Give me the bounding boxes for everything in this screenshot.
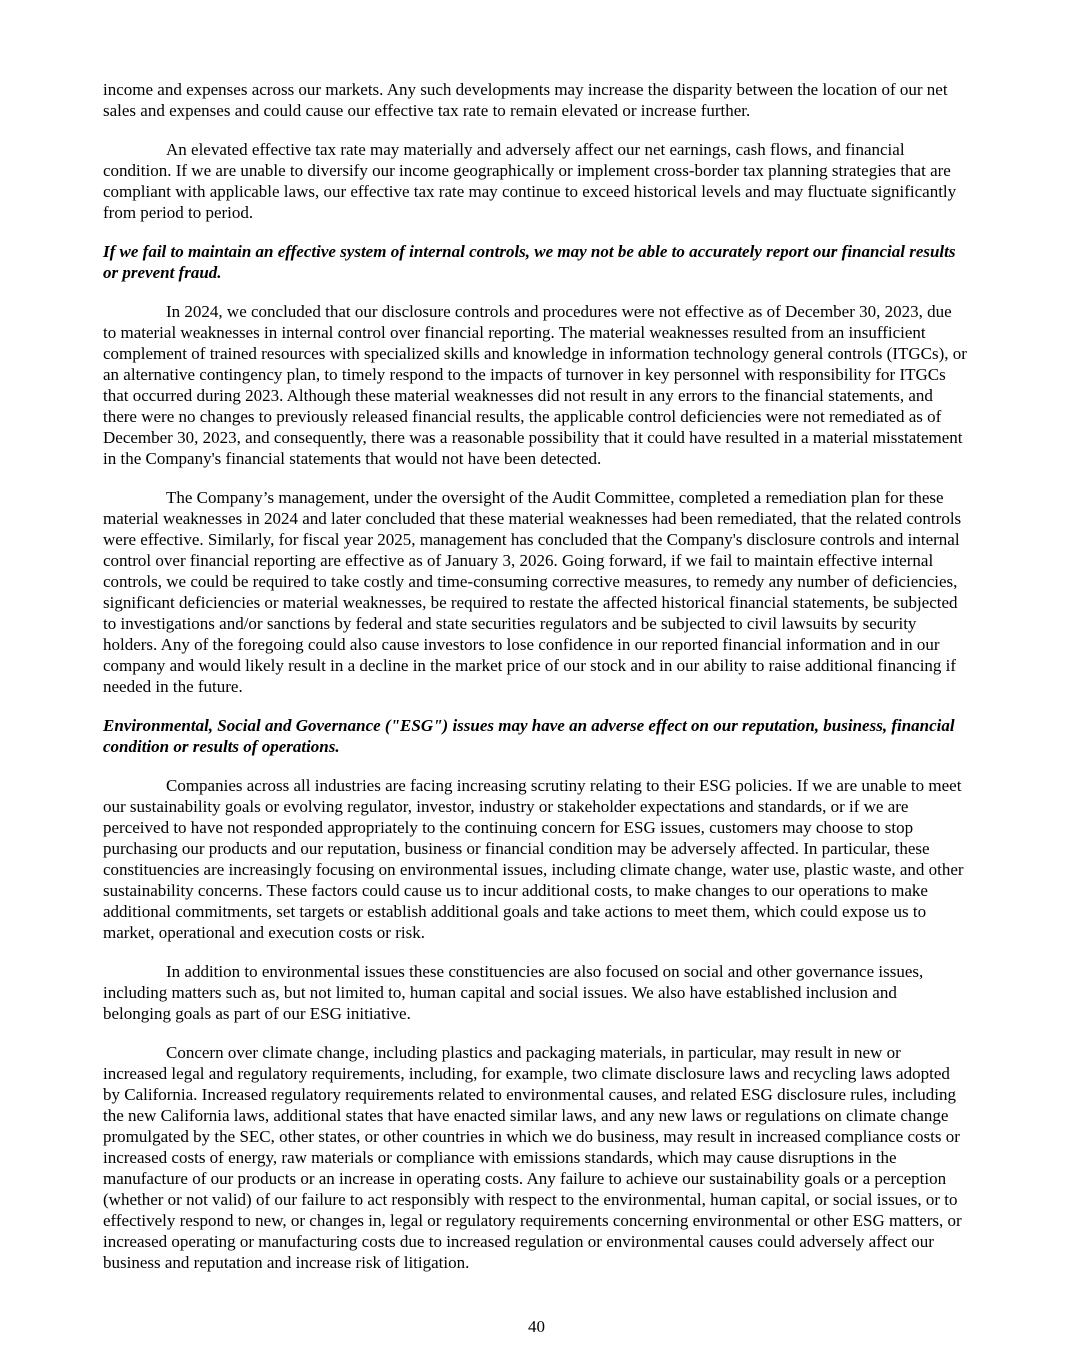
- paragraph: Companies across all industries are facing increasing scrutiny relating to their ESG policies. If we are unable to meet our sustainability goals or evolving regulator, investor, industry or stakeholder expectations and standards, or if we are perceived to have not responded appropriately to the continuing concern for ESG issues, customers may choose to stop purchasing our products and our reputation, business or financial condition may be adversely affected. In particular, these constituencies are increasingly focusing on environmental issues, including climate change, water use, plastic waste, and other sustainability concerns. These factors could cause us to incur additional costs, to make changes to our operations to make additional commitments, set targets or establish additional goals and take actions to meet them, which could expose us to market, operational and execution costs or risk.: [103, 776, 964, 942]
- paragraph: Concern over climate change, including plastics and packaging materials, in particular, may result in new or increased legal and regulatory requirements, including, for example, two climate disclosure laws and recycling laws adopted by California. Increased regulatory requirements related to environmental causes, and related ESG disclosure rules, including the new California laws, additional states that have enacted similar laws, and any new laws or regulations on climate change promulgated by the SEC, other states, or other countries in which we do business, may result in increased compliance costs or increased costs of energy, raw materials or compliance with emissions standards, which may cause disruptions in the manufacture of our products or an increase in operating costs. Any failure to achieve our sustainability goals or a perception (whether or not valid) of our failure to act responsibly with respect to the environmental, human capital, or social issues, or to effectively respond to new, or changes in, legal or regulatory requirements concerning environmental or other ESG matters, or increased operating or manufacturing costs due to increased regulation or environmental causes could adversely affect our business and reputation and increase risk of litigation.: [103, 1043, 962, 1272]
- page-number: 40: [528, 1317, 545, 1336]
- paragraph: An elevated effective tax rate may materially and adversely affect our net earnings, cash flows, and financial condition. If we are unable to diversify our income geographically or implement cross-border tax planning strategies that are compliant with applicable laws, our effective tax rate may continue to exceed historical levels and may fluctuate significantly from period to period.: [103, 140, 957, 222]
- paragraph: The Company’s management, under the oversight of the Audit Committee, completed a remediation plan for these material weaknesses in 2024 and later concluded that these material weaknesses had been remediated, that the related controls were effective. Similarly, for fiscal year 2025, management has concluded that the Company's disclosure controls and internal control over financial reporting are effective as of January 3, 2026. Going forward, if we fail to maintain effective internal controls, we could be required to take costly and time-consuming corrective measures, to remedy any number of deficiencies, significant deficiencies or material weaknesses, be required to restate the affected historical financial statements, be subjected to investigations and/or sanctions by federal and state securities regulators and be subjected to civil lawsuits by security holders. Any of the foregoing could also cause investors to lose confidence in our reported financial information and in our company and would likely result in a decline in the market price of our stock and in our ability to raise additional financing if needed in the future.: [103, 488, 962, 696]
- section-heading: Environmental, Social and Governance ("ESG") issues may have an adverse effect on our reputation, business, financial condition or results of operations.: [103, 716, 955, 756]
- paragraph: In 2024, we concluded that our disclosure controls and procedures were not effective as of December 30, 2023, due to material weaknesses in internal control over financial reporting. The material weaknesses resulted from an insufficient complement of trained resources with specialized skills and knowledge in information technology general controls (ITGCs), or an alternative contingency plan, to timely respond to the impacts of turnover in key personnel with responsibility for ITGCs that occurred during 2023. Although these material weaknesses did not result in any errors to the financial statements, and there were no changes to previously released financial results, the applicable control deficiencies were not remediated as of December 30, 2023, and consequently, there was a reasonable possibility that it could have resulted in a material misstatement in the Company's financial statements that would not have been detected.: [103, 302, 967, 468]
- paragraph: In addition to environmental issues these constituencies are also focused on social and other governance issues, including matters such as, but not limited to, human capital and social issues. We also have established inclusion and belonging goals as part of our ESG initiative.: [103, 962, 924, 1023]
- document-content: [103, 79, 969, 1291]
- section-heading: If we fail to maintain an effective system of internal controls, we may not be able to accurately report our financial results or prevent fraud.: [103, 242, 956, 282]
- paragraph: income and expenses across our markets. Any such developments may increase the disparity between the location of our net sales and expenses and could cause our effective tax rate to remain elevated or increase further.: [103, 80, 948, 120]
